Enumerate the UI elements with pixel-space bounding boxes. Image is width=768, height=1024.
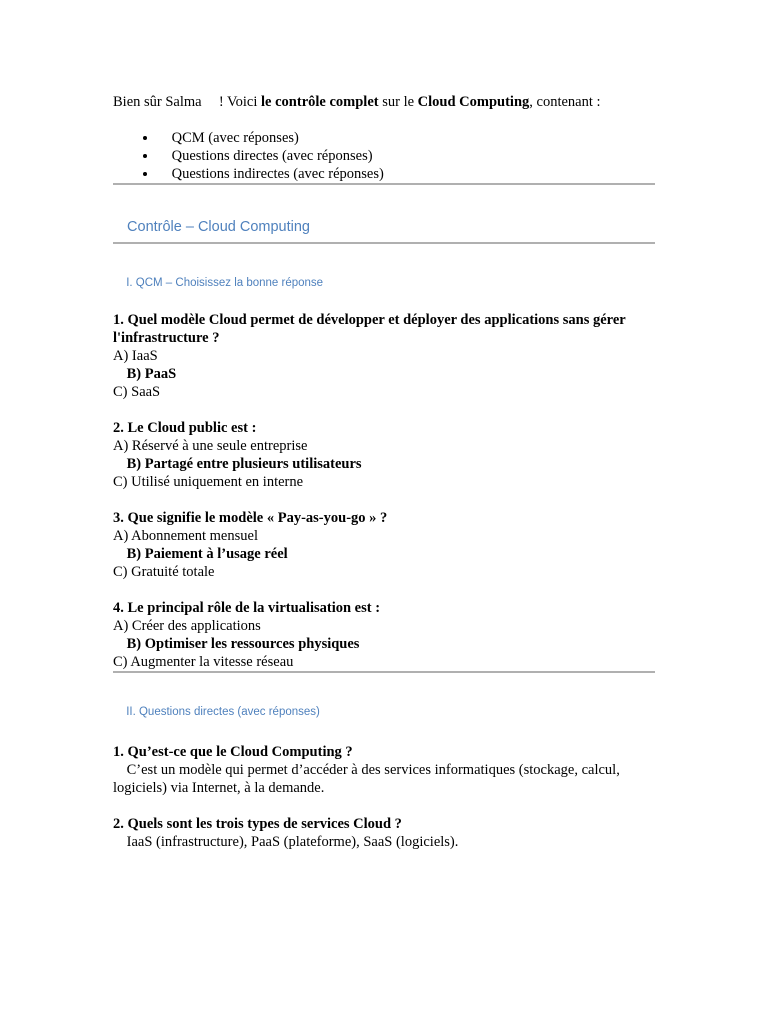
title-underline: [113, 242, 655, 244]
answer-option: A) IaaS: [113, 348, 158, 364]
correct-answer-option: [113, 545, 655, 563]
intro-text: sur le: [378, 94, 418, 110]
divider: [113, 183, 655, 185]
question-text: 1. Quel modèle Cloud permet de développer et déployer des applications sans gérer l'infrastructure ?: [113, 312, 626, 346]
list-item-label: Questions directes (avec réponses): [168, 148, 373, 164]
answer-text: B) Paiement à l’usage réel: [123, 546, 288, 562]
question-text: 3. Que signifie le modèle « Pay-as-you-go » ?: [113, 510, 388, 526]
qcm-question: [113, 599, 655, 671]
intro-bold-text: Cloud Computing: [417, 94, 530, 110]
answer-text-block: [113, 761, 655, 797]
intro-text: , contenant :: [529, 94, 601, 110]
section-heading-direct: [113, 705, 655, 719]
answer-option: C) SaaS: [113, 384, 161, 400]
direct-question: [113, 743, 655, 797]
qcm-question: [113, 419, 655, 491]
section-heading-qcm: [113, 276, 655, 290]
divider: [113, 671, 655, 673]
intro-paragraph: [113, 93, 655, 111]
page-title: [113, 218, 655, 236]
qcm-question: [113, 509, 655, 581]
answer-text: C’est un modèle qui permet d’accéder à des services informatiques (stockage, calcul, logiciels) via Internet, à la demande.: [113, 762, 620, 796]
answer-text: B) Optimiser les ressources physiques: [123, 636, 360, 652]
section-heading-text: II. Questions directes (avec réponses): [123, 706, 320, 718]
question-text: 4. Le principal rôle de la virtualisation est :: [113, 600, 381, 616]
answer-option: C) Utilisé uniquement en interne: [113, 474, 304, 490]
feature-list: [113, 129, 655, 183]
question-text: 1. Qu’est-ce que le Cloud Computing ?: [113, 744, 353, 760]
correct-answer-option: [113, 635, 655, 653]
answer-text: B) PaaS: [123, 366, 177, 382]
direct-question: [113, 815, 655, 851]
intro-text: ! Voici: [215, 94, 262, 110]
answer-option: A) Réservé à une seule entreprise: [113, 438, 308, 454]
list-item-label: QCM (avec réponses): [168, 130, 299, 146]
question-text: 2. Le Cloud public est :: [113, 420, 257, 436]
answer-text-block: [113, 833, 655, 851]
correct-answer-option: [113, 455, 655, 473]
intro-bold-text: le contrôle complet: [261, 94, 379, 110]
page-title-text: Contrôle – Cloud Computing: [123, 219, 310, 235]
answer-text: B) Partagé entre plusieurs utilisateurs: [123, 456, 362, 472]
answer-option: A) Abonnement mensuel: [113, 528, 258, 544]
question-text: 2. Quels sont les trois types de services Cloud ?: [113, 816, 402, 832]
list-item-label: Questions indirectes (avec réponses): [168, 166, 384, 182]
correct-answer-option: [113, 365, 655, 383]
section-heading-text: I. QCM – Choisissez la bonne réponse: [123, 277, 324, 289]
answer-option: C) Gratuité totale: [113, 564, 215, 580]
list-item: [158, 165, 655, 183]
intro-text: Bien sûr Salma: [113, 94, 206, 110]
list-item: [158, 129, 655, 147]
list-item: [158, 147, 655, 165]
qcm-question: [113, 311, 655, 401]
answer-text: IaaS (infrastructure), PaaS (plateforme), SaaS (logiciels).: [123, 834, 459, 850]
answer-option: C) Augmenter la vitesse réseau: [113, 654, 294, 670]
answer-option: A) Créer des applications: [113, 618, 261, 634]
